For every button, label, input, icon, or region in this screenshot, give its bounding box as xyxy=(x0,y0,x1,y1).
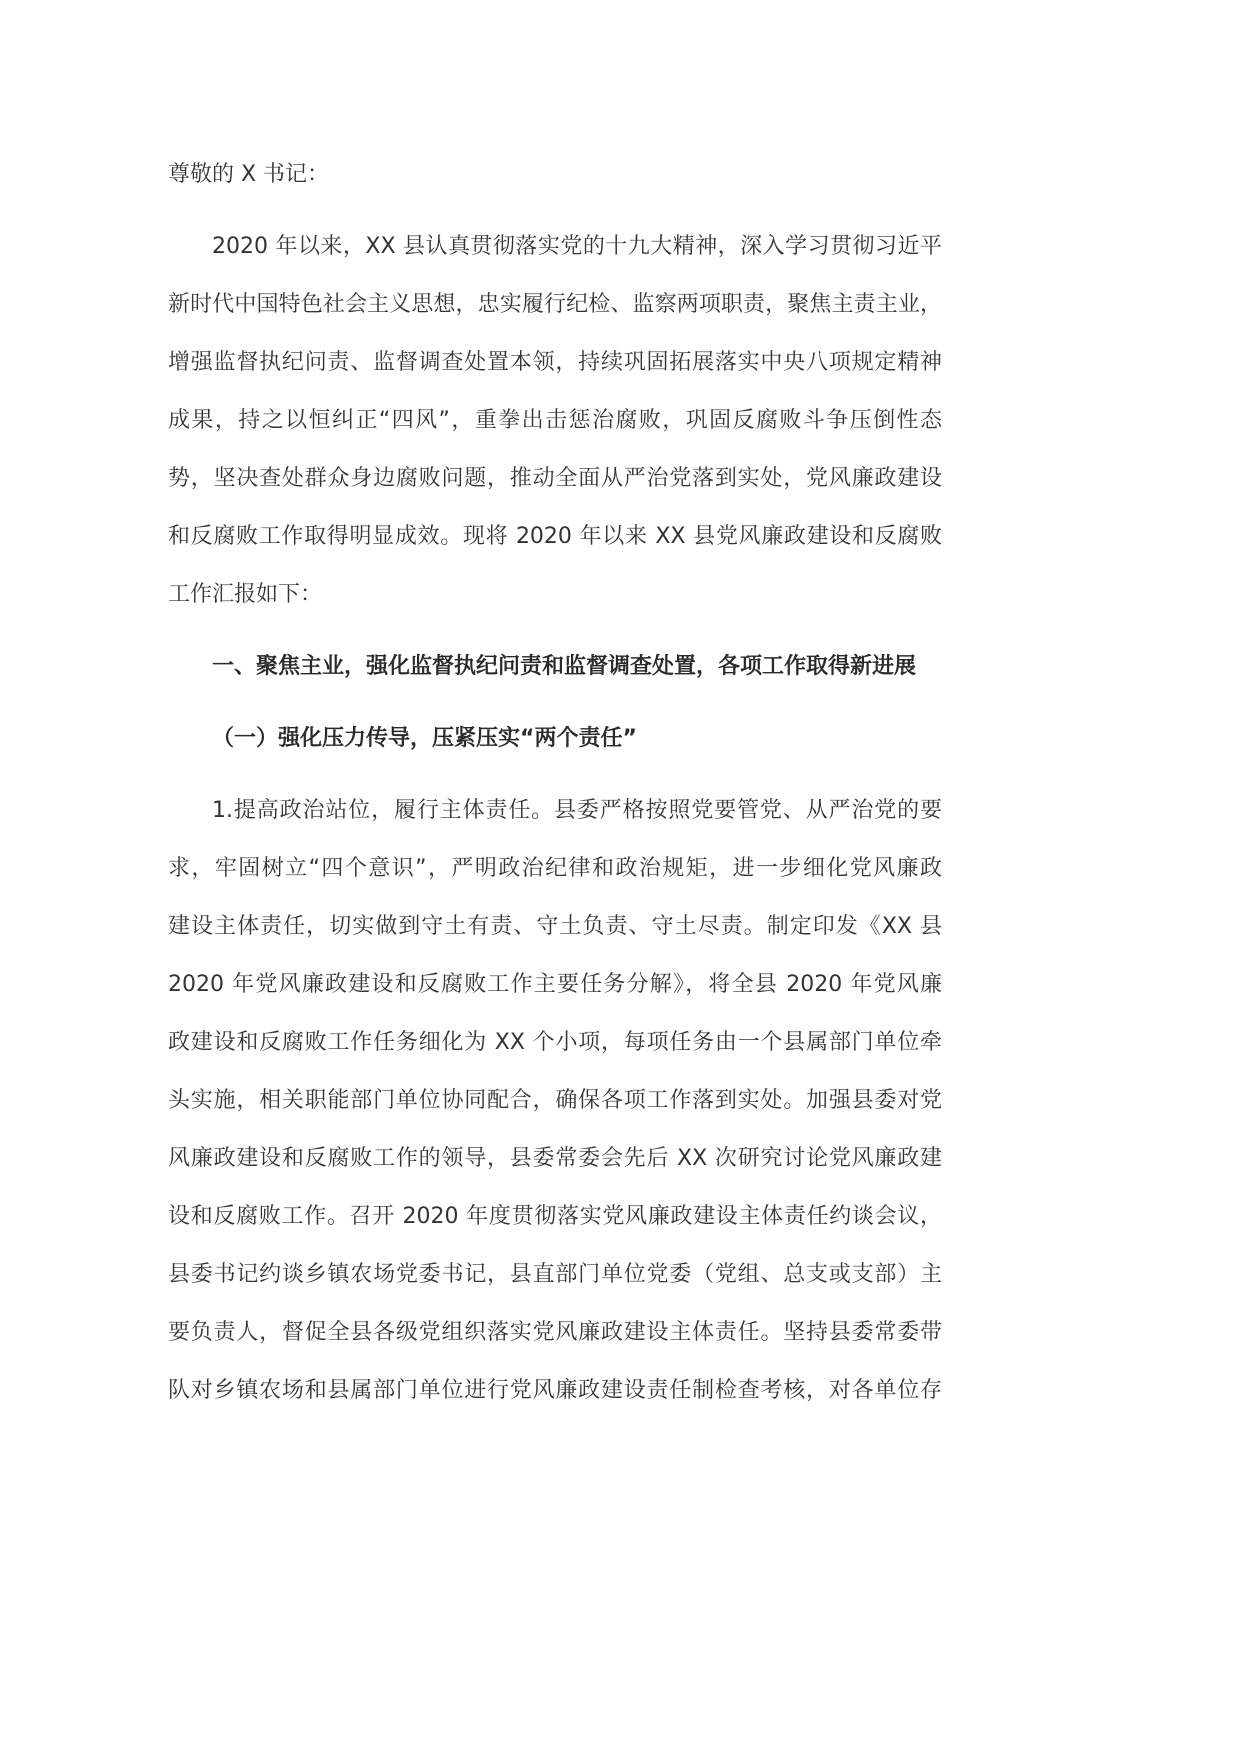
paragraph-line: 新时代中国特色社会主义思想，忠实履行纪检、监察两项职责，聚焦主责主业， xyxy=(168,292,942,317)
paragraph-line: 设和反腐败工作。召开 2020 年度贯彻落实党风廉政建设主体责任约谈会议， xyxy=(168,1204,942,1229)
paragraph-line: 1.提高政治站位，履行主体责任。县委严格按照党要管党、从严治党的要 xyxy=(212,798,942,823)
paragraph-line: 2020 年党风廉政建设和反腐败工作主要任务分解》，将全县 2020 年党风廉 xyxy=(168,972,942,997)
paragraph-line: 和反腐败工作取得明显成效。现将 2020 年以来 XX 县党风廉政建设和反腐败 xyxy=(168,524,942,549)
greeting: 尊敬的 X 书记： xyxy=(168,162,330,187)
paragraph-line: 头实施，相关职能部门单位协同配合，确保各项工作落到实处。加强县委对党 xyxy=(168,1088,942,1113)
heading-1-1: （一）强化压力传导，压紧压实“两个责任” xyxy=(212,726,637,751)
greeting-paragraph xyxy=(168,146,942,204)
paragraph-line: 建设主体责任，切实做到守土有责、守土负责、守土尽责。制定印发《XX 县 xyxy=(168,914,942,939)
paragraph-line: 工作汇报如下： xyxy=(168,582,323,607)
paragraph-line: 风廉政建设和反腐败工作的领导，县委常委会先后 XX 次研究讨论党风廉政建 xyxy=(168,1146,942,1171)
paragraph-line: 求，牢固树立“四个意识”，严明政治纪律和政治规矩，进一步细化党风廉政 xyxy=(168,856,942,881)
paragraph-line: 县委书记约谈乡镇农场党委书记，县直部门单位党委（党组、总支或支部）主 xyxy=(168,1262,942,1287)
paragraph-line: 成果，持之以恒纠正“四风”，重拳出击惩治腐败，巩固反腐败斗争压倒性态 xyxy=(168,408,942,433)
item-1-paragraph xyxy=(168,782,942,1420)
paragraph-line: 势，坚决查处群众身边腐败问题，推动全面从严治党落到实处，党风廉政建设 xyxy=(168,466,942,491)
subsection-heading xyxy=(168,710,942,768)
section-heading xyxy=(168,638,942,696)
paragraph-line: 增强监督执纪问责、监督调查处置本领，持续巩固拓展落实中央八项规定精神 xyxy=(168,350,942,375)
paragraph-line: 要负责人，督促全县各级党组织落实党风廉政建设主体责任。坚持县委常委带 xyxy=(168,1320,942,1345)
paragraph-line: 2020 年以来，XX 县认真贯彻落实党的十九大精神，深入学习贯彻习近平 xyxy=(212,234,942,259)
paragraph-line: 队对乡镇农场和县属部门单位进行党风廉政建设责任制检查考核，对各单位存 xyxy=(168,1378,942,1403)
heading-1: 一、聚焦主业，强化监督执纪问责和监督调查处置，各项工作取得新进展 xyxy=(212,654,917,679)
intro-paragraph xyxy=(168,218,942,624)
paragraph-line: 政建设和反腐败工作任务细化为 XX 个小项，每项任务由一个县属部门单位牵 xyxy=(168,1030,942,1055)
document-page xyxy=(168,146,942,1434)
